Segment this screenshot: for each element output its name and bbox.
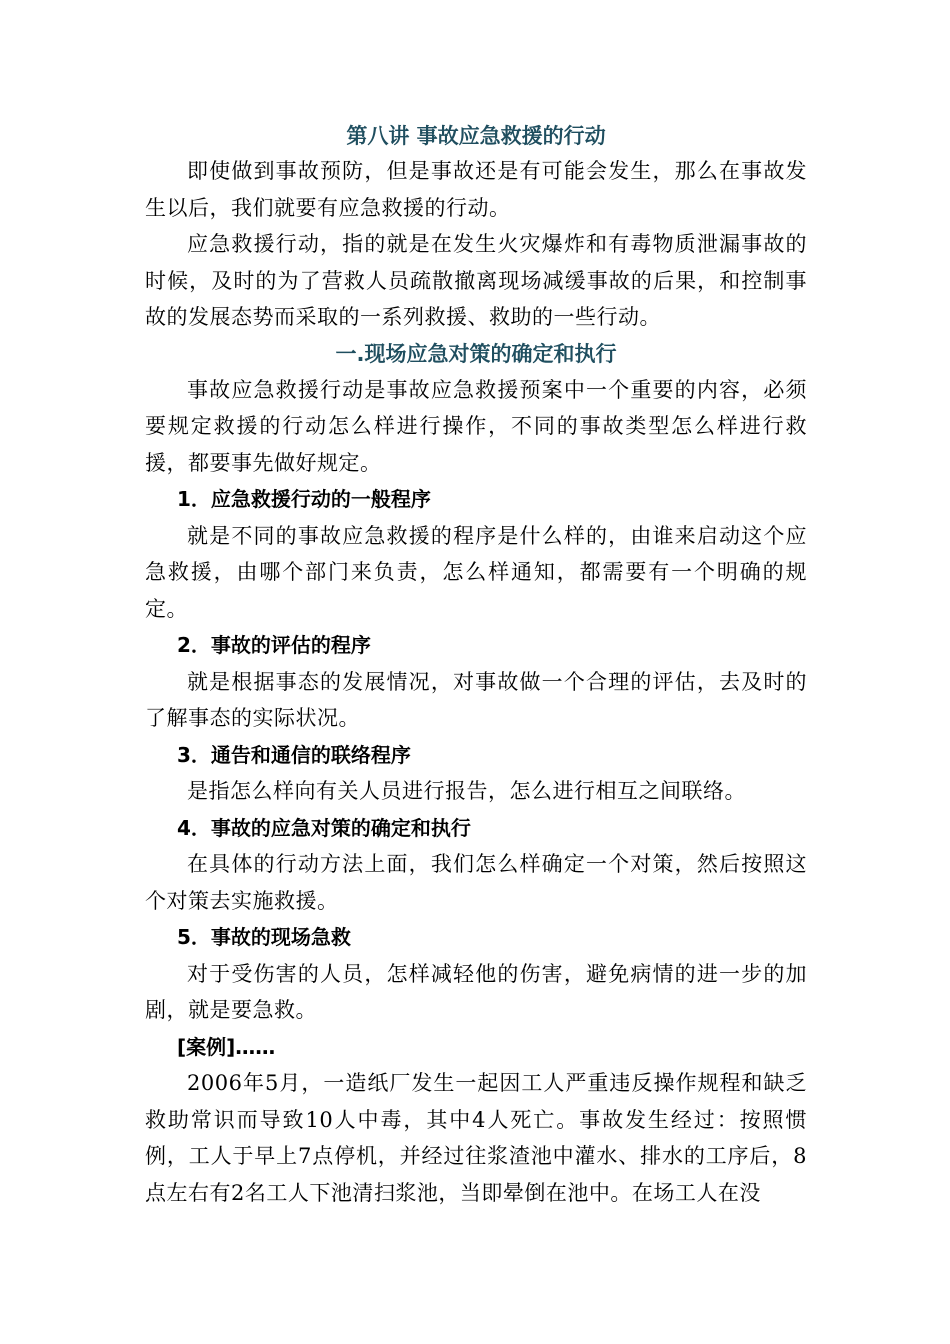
- lecture-title: 第八讲 事故应急救援的行动: [346, 124, 606, 148]
- item-3-text: 是指怎么样向有关人员进行报告，怎么进行相互之间联络。: [187, 779, 746, 803]
- case-label: [案例]……: [177, 1034, 276, 1059]
- item-1-text: 就是不同的事故应急救援的程序是什么样的，由谁来启动这个应急救援，由哪个部门来负责，怎么样通知，都需要有一个明确的规定。: [145, 523, 807, 621]
- item-5-heading: 5．事故的现场急救: [177, 925, 351, 949]
- item-5-text: 对于受伤害的人员，怎样减轻他的伤害，避免病情的进一步的加剧，就是要急救。: [145, 961, 807, 1022]
- document-body: [145, 119, 807, 1211]
- item-4-heading: 4．事故的应急对策的确定和执行: [177, 815, 471, 840]
- item-4-text: 在具体的行动方法上面，我们怎么样确定一个对策，然后按照这个对策去实施救援。: [145, 852, 807, 913]
- case-paragraph: 2006年5月，一造纸厂发生一起因工人严重违反操作规程和缺乏救助常识而导致10人中毒，其中4人死亡。事故发生经过：按照惯例，工人于早上7点停机，并经过往浆渣池中灌水、排水的工序后，8点左右有2名工人下池清扫浆池，当即晕倒在池中。在场工人在没: [145, 1071, 807, 1205]
- item-2-text: 就是根据事态的发展情况，对事故做一个合理的评估，去及时的了解事态的实际状况。: [145, 669, 807, 730]
- item-3-heading: 3．通告和通信的联络程序: [177, 742, 411, 767]
- intro-paragraph-1: 即使做到事故预防，但是事故还是有可能会发生，那么在事故发生以后，我们就要有应急救援的行动。: [145, 159, 807, 220]
- section-paragraph: 事故应急救援行动是事故应急救援预案中一个重要的内容，必须要规定救援的行动怎么样进行操作，不同的事故类型怎么样进行救援，都要事先做好规定。: [145, 377, 807, 475]
- item-2-heading: 2．事故的评估的程序: [177, 633, 371, 657]
- section-heading: 一.现场应急对策的确定和执行: [335, 341, 617, 366]
- intro-paragraph-2: 应急救援行动，指的就是在发生火灾爆炸和有毒物质泄漏事故的时候，及时的为了营救人员疏散撤离现场减缓事故的后果，和控制事故的发展态势而采取的一系列救援、救助的一些行动。: [145, 232, 807, 329]
- item-1-heading: 1．应急救援行动的一般程序: [177, 487, 431, 511]
